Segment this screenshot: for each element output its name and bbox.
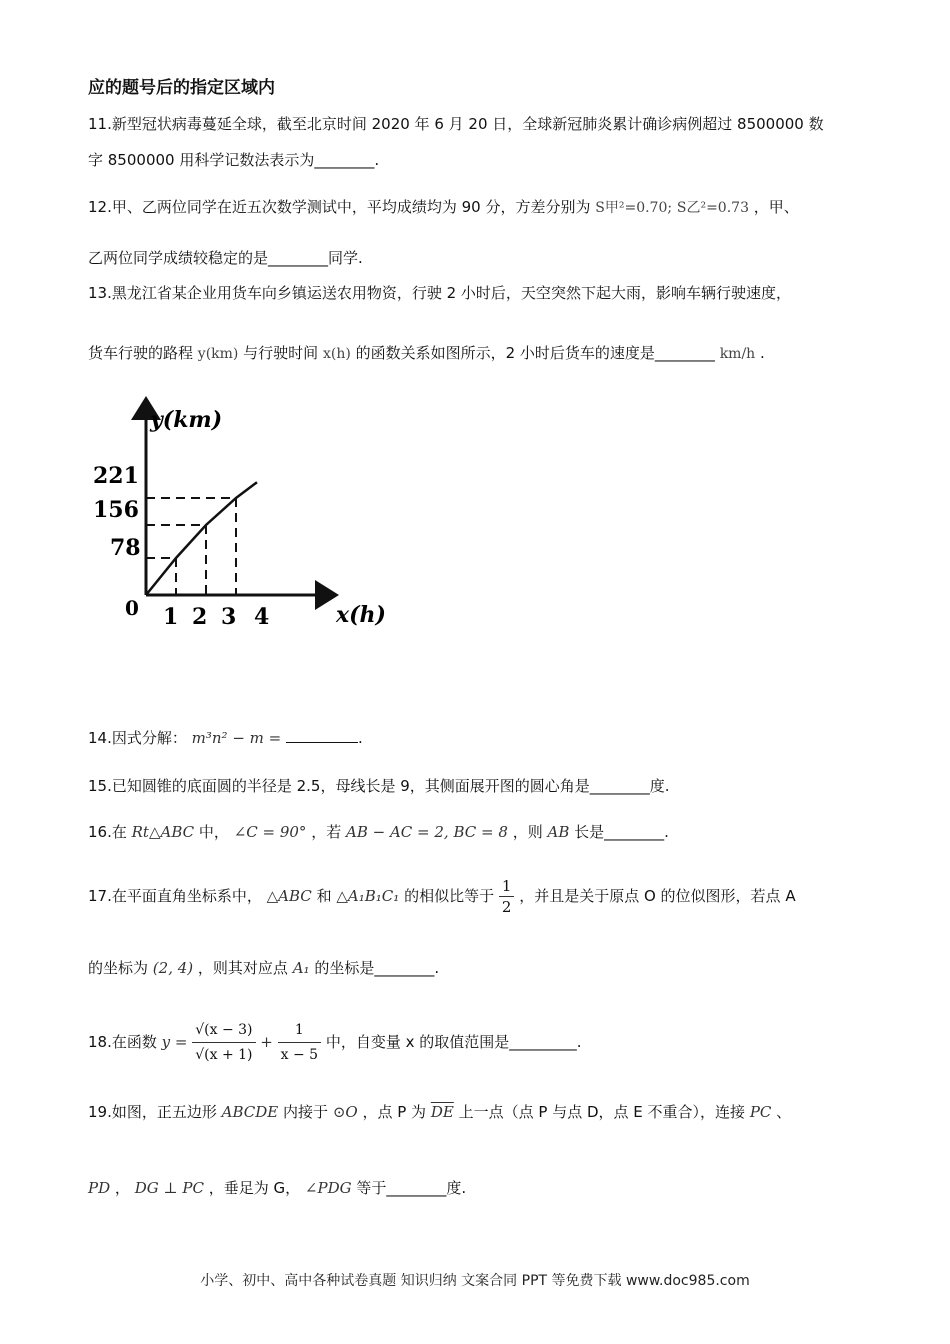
q19-comma: ， <box>114 1179 130 1197</box>
section-heading: 应的题号后的指定区域内 <box>88 78 275 98</box>
q16-angle: ∠C = 90° <box>233 823 307 841</box>
question-12-line-2: 乙两位同学成绩较稳定的是________同学. <box>88 249 363 267</box>
q18-fraction-2 <box>278 1018 321 1067</box>
q18-pre: 18.在函数 <box>88 1033 157 1051</box>
q12-text-end: ，甲、 <box>753 198 799 216</box>
q17-fraction-num: 1 <box>499 876 515 897</box>
x-tick-4: 4 <box>254 604 270 630</box>
y-tick-221: 221 <box>93 463 139 489</box>
q17-and: 和 <box>316 887 332 905</box>
x-tick-1: 1 <box>163 604 179 630</box>
q18-fraction-1 <box>192 1018 255 1067</box>
question-12-line-1 <box>88 197 799 218</box>
question-17-line-2 <box>88 958 439 978</box>
y-tick-78: 78 <box>110 535 141 561</box>
q17-post: ，并且是关于原点 O 的位似图形，若点 A <box>519 887 796 905</box>
q16-mid2: ，若 <box>311 823 342 841</box>
q16-pre: 16.在 <box>88 823 127 841</box>
question-13-line-2 <box>88 343 765 364</box>
q19-mid2: ，点 P 为 <box>362 1103 427 1121</box>
question-14 <box>88 728 363 748</box>
q13-text-c: 的函数关系如图所示，2 小时后货车的速度是________ <box>355 344 715 362</box>
q14-text: 14.因式分解： <box>88 729 187 747</box>
q16-mid3: ，则 <box>512 823 543 841</box>
variance-jia: S甲²=0.70; <box>595 200 673 216</box>
distance-time-graph <box>88 390 398 640</box>
q16-post: 长是________. <box>574 823 669 841</box>
q17-a1: A₁ <box>292 959 310 977</box>
q13-text-a: 货车行驶的路程 <box>88 344 194 362</box>
q17-pre: 17.在平面直角坐标系中， <box>88 887 262 905</box>
q18-y: y = <box>161 1033 188 1051</box>
x-tick-3: 3 <box>221 604 237 630</box>
question-15: 15.已知圆锥的底面圆的半径是 2.5，母线长是 9，其侧面展开图的圆心角是________度. <box>88 777 670 795</box>
q18-post: 中，自变量 x 的取值范围是_________. <box>325 1033 582 1051</box>
q19-angle-pdg: ∠PDG <box>304 1179 352 1197</box>
q18-frac2-num: 1 <box>278 1018 321 1043</box>
q17-fraction <box>499 876 515 917</box>
q18-frac1-den: √(x + 1) <box>195 1047 253 1063</box>
question-11-line-2: 字 8500000 用科学记数法表示为________. <box>88 151 380 169</box>
q19-pre: 19.如图，正五边形 <box>88 1103 217 1121</box>
q16-condition: AB − AC = 2, BC = 8 <box>346 823 508 841</box>
y-tick-156: 156 <box>93 497 139 523</box>
q14-expression: m³n² − m = <box>191 729 282 747</box>
question-11-line-1: 11.新型冠状病毒蔓延全球，截至北京时间 2020 年 6 月 20 日，全球新冠肺炎累计确诊病例超过 8500000 数 <box>88 115 824 133</box>
question-16 <box>88 822 669 842</box>
q17-fraction-den: 2 <box>501 898 512 916</box>
q18-frac1-num: √(x − 3) <box>192 1018 255 1043</box>
q14-answer-blank <box>286 728 358 743</box>
q19-l2c: ，垂足为 G， <box>208 1179 301 1197</box>
q17-l2mid: ，则其对应点 <box>197 959 288 977</box>
q18-frac2-den: x − 5 <box>280 1047 319 1063</box>
q17-coord: (2, 4) <box>152 959 194 977</box>
origin-label: 0 <box>125 596 139 620</box>
question-19-line-1 <box>88 1102 791 1122</box>
x-tick-2: 2 <box>192 604 208 630</box>
q19-l2d: 等于________度. <box>356 1179 467 1197</box>
q19-pc: PC <box>749 1103 772 1121</box>
q16-mid1: 中， <box>198 823 229 841</box>
q18-plus: + <box>260 1033 273 1051</box>
q19-pd: PD <box>88 1179 111 1197</box>
q16-ab: AB <box>547 823 570 841</box>
q14-end: . <box>358 729 363 747</box>
q12-text: 12.甲、乙两位同学在近五次数学测试中，平均成绩均为 90 分，方差分别为 <box>88 198 591 216</box>
y-axis-label: y(km) <box>150 407 223 433</box>
q19-perp: DG ⊥ PC <box>134 1179 204 1197</box>
q19-end: 、 <box>776 1103 792 1121</box>
q17-l2pre: 的坐标为 <box>88 959 149 977</box>
q19-circle-o: ⊙O <box>332 1103 358 1121</box>
y-km-math: y(km) <box>197 346 239 362</box>
q17-l2post: 的坐标是________. <box>314 959 440 977</box>
variance-yi: S乙²=0.73 <box>676 200 749 216</box>
question-18 <box>88 1018 582 1067</box>
unit-kmh: km/h <box>719 346 756 362</box>
distance-series-line <box>146 482 257 595</box>
q16-triangle: Rt△ABC <box>131 823 195 841</box>
q17-triangle-1: △ABC <box>266 887 312 905</box>
x-h-math: x(h) <box>322 346 351 362</box>
q19-pentagon: ABCDE <box>221 1103 279 1121</box>
q17-triangle-2: △A₁B₁C₁ <box>336 887 400 905</box>
x-axis-label: x(h) <box>336 602 386 628</box>
page-footer: 小学、初中、高中各种试卷真题 知识归纳 文案合同 PPT 等免费下载 www.doc985.com <box>200 1273 750 1289</box>
q13-end: . <box>759 344 765 362</box>
q19-mid3: 上一点（点 P 与点 D，点 E 不重合），连接 <box>458 1103 746 1121</box>
q13-text-b: 与行驶时间 <box>243 344 319 362</box>
q19-mid1: 内接于 <box>283 1103 329 1121</box>
question-19-line-2 <box>88 1178 466 1198</box>
question-17-line-1 <box>88 876 796 917</box>
q17-mid: 的相似比等于 <box>404 887 495 905</box>
question-13-line-1: 13.黑龙江省某企业用货车向乡镇运送农用物资，行驶 2 小时后，天空突然下起大雨，影响车辆行驶速度， <box>88 284 791 302</box>
q19-arc-de: $\overline{DE}$ <box>430 1103 454 1121</box>
